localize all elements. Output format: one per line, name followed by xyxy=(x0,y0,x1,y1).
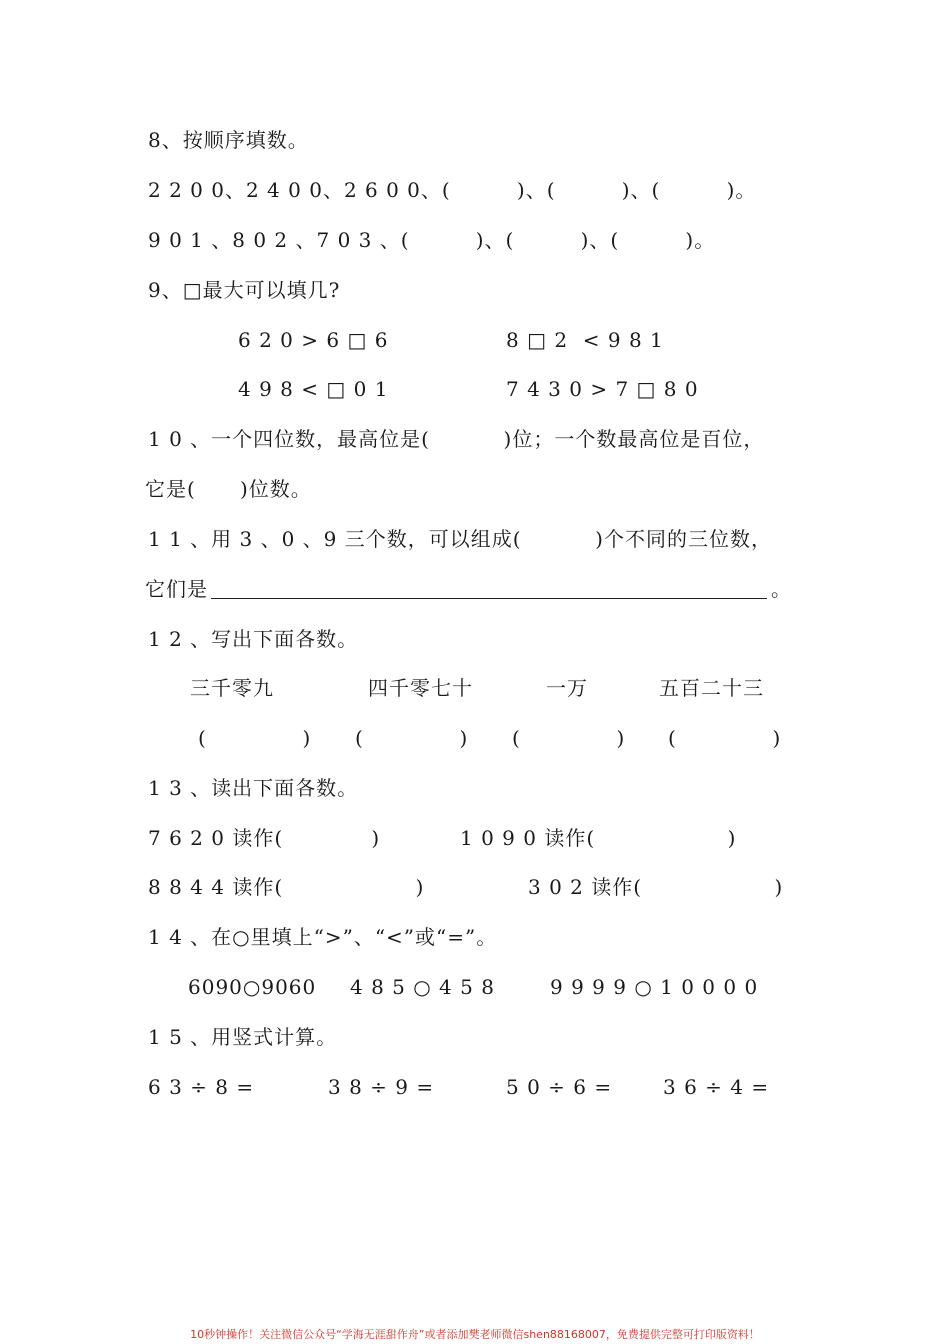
q8-row1: 2 2 0 0、2 4 0 0、2 6 0 0、( )、( )、( )。 xyxy=(148,178,757,202)
q15-item-d: 3 6 ÷ 4 = xyxy=(663,1075,770,1099)
q14-item-a: 6090○9060 xyxy=(188,975,317,999)
q15-title: 1 5 、用竖式计算。 xyxy=(148,1025,338,1049)
q15-item-c: 5 0 ÷ 6 = xyxy=(506,1075,613,1099)
q13-item-a: 7 6 2 0 读作( ) xyxy=(148,826,381,850)
q11-prefix: 它们是 xyxy=(145,577,208,601)
q11-answer-blank[interactable] xyxy=(211,598,767,599)
q12-word-1: 三千零九 xyxy=(190,676,274,700)
q13-title: 1 3 、读出下面各数。 xyxy=(148,776,359,800)
q14-item-c: 9 9 9 9 ○ 1 0 0 0 0 xyxy=(550,975,759,999)
q15-item-b: 3 8 ÷ 9 = xyxy=(328,1075,435,1099)
q11-suffix: 。 xyxy=(771,577,792,601)
q12-word-4: 五百二十三 xyxy=(659,676,764,700)
q14-item-b: 4 8 5 ○ 4 5 8 xyxy=(350,975,495,999)
q8-title: 8、按顺序填数。 xyxy=(148,128,309,152)
q14-title: 1 4 、在○里填上“>”、“<”或“=”。 xyxy=(148,925,498,949)
q12-word-2: 四千零七十 xyxy=(368,676,473,700)
footer-promo-text: 10秒钟操作！关注微信公众号“学海无涯甜作舟”或者添加樊老师微信shen88168007，免费提供完整可打印版资料！ xyxy=(190,1328,760,1341)
q12-blank-2[interactable]: ( ) xyxy=(355,726,469,750)
q13-item-d: 3 0 2 读作( ) xyxy=(528,875,784,899)
q15-item-a: 6 3 ÷ 8 = xyxy=(148,1075,255,1099)
q9-item-d: 7 4 3 0 > 7 □ 8 0 xyxy=(506,377,699,401)
q12-title: 1 2 、写出下面各数。 xyxy=(148,627,359,651)
q12-blank-1[interactable]: ( ) xyxy=(198,726,312,750)
q9-item-b: 8 □ 2 < 9 8 1 xyxy=(506,328,664,352)
q11-line1: 1 1 、用 3 、0 、9 三个数，可以组成( )个不同的三位数， xyxy=(148,527,772,551)
q9-item-c: 4 9 8 < □ 0 1 xyxy=(238,377,389,401)
q12-word-3: 一万 xyxy=(546,676,588,700)
q13-item-b: 1 0 9 0 读作( ) xyxy=(460,826,737,850)
q13-item-c: 8 8 4 4 读作( ) xyxy=(148,875,425,899)
q12-blank-3[interactable]: ( ) xyxy=(512,726,626,750)
q10-line2: 它是( )位数。 xyxy=(145,477,312,501)
q8-row2: 9 0 1 、8 0 2 、7 0 3 、( )、( )、( )。 xyxy=(148,228,716,252)
q9-item-a: 6 2 0 > 6 □ 6 xyxy=(238,328,389,352)
q9-title: 9、□最大可以填几? xyxy=(148,278,341,302)
q12-blank-4[interactable]: ( ) xyxy=(668,726,782,750)
q10-line1: 1 0 、一个四位数，最高位是( )位；一个数最高位是百位， xyxy=(148,427,765,451)
